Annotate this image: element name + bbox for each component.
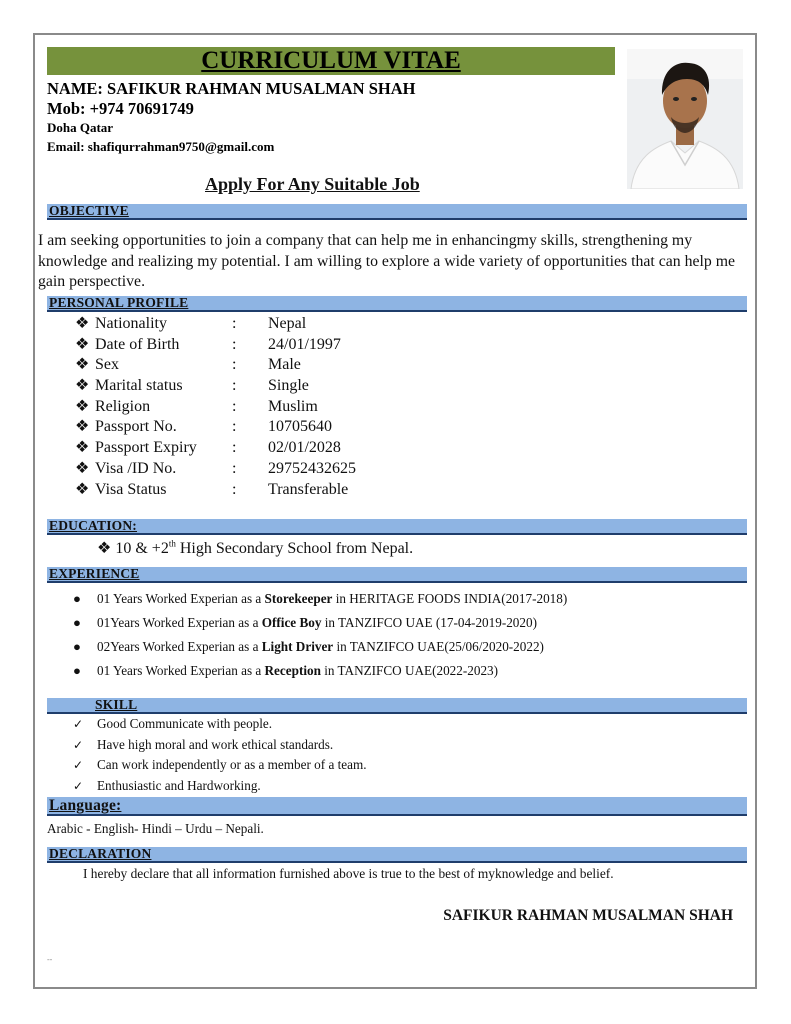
profile-value: 29752432625 (268, 459, 356, 477)
skill-section-header (47, 698, 747, 714)
profile-separator: : (232, 315, 237, 332)
diamond-bullet-icon: ❖ (75, 397, 90, 415)
diamond-bullet-icon: ❖ (75, 459, 90, 477)
profile-photo (627, 49, 743, 189)
objective-text: I am seeking opportunities to join a company that can help me in enhancingmy skills, strengthening my knowledge and realizing my potential. I am willing to explore a wide variety of opportunities that can help me gain perspective. (38, 232, 736, 290)
profile-row (75, 438, 475, 459)
profile-label: Religion (95, 397, 151, 415)
profile-row (75, 397, 475, 418)
education-item (97, 538, 413, 558)
name-line: NAME: SAFIKUR RAHMAN MUSALMAN SHAH (47, 79, 416, 98)
personal-profile-list (75, 314, 475, 500)
profile-row (75, 314, 475, 335)
skill-heading: SKILL (95, 697, 138, 712)
profile-separator: : (232, 480, 237, 498)
personal-profile-section-header (47, 296, 747, 312)
experience-role: Reception (264, 663, 321, 678)
footer-mark: -- (47, 955, 53, 964)
profile-row (75, 459, 475, 480)
profile-label: Marital status (95, 377, 183, 395)
language-heading: Language: (49, 797, 122, 814)
dot-bullet-icon: ● (73, 591, 81, 606)
experience-role: Storekeeper (264, 591, 333, 606)
diamond-bullet-icon: ❖ (75, 418, 90, 436)
profile-separator: : (232, 459, 237, 477)
profile-row (75, 480, 475, 501)
education-superscript: th (168, 538, 176, 549)
education-prefix: 10 & +2 (115, 540, 169, 557)
check-mark-icon: ✓ (73, 717, 84, 731)
profile-label: Visa /ID No. (95, 459, 177, 477)
email-line: Email: shafiqurrahman9750@gmail.com (47, 139, 275, 154)
experience-section-header (47, 567, 747, 583)
profile-separator: : (232, 397, 237, 415)
profile-label: Nationality (95, 315, 167, 332)
skill-text: Enthusiastic and Hardworking. (97, 778, 261, 793)
mobile-line: Mob: +974 70691749 (47, 99, 194, 118)
profile-label: Sex (95, 356, 119, 374)
profile-separator: : (232, 439, 237, 457)
diamond-bullet-icon: ❖ (75, 335, 90, 353)
dot-bullet-icon: ● (73, 663, 81, 678)
skill-text: Good Communicate with people. (97, 716, 273, 731)
experience-text: 02Years Worked Experian as a (97, 639, 262, 654)
dot-bullet-icon: ● (73, 639, 81, 654)
experience-heading: EXPERIENCE (49, 566, 140, 581)
profile-separator: : (232, 377, 237, 395)
profile-label: Passport No. (95, 418, 177, 436)
signature-name: SAFIKUR RAHMAN MUSALMAN SHAH (443, 907, 733, 924)
profile-separator: : (232, 335, 237, 353)
experience-company: in TANZIFCO UAE (17-04-2019-2020) (321, 615, 537, 630)
experience-company: in HERITAGE FOODS INDIA(2017-2018) (332, 591, 568, 606)
profile-row (75, 417, 475, 438)
profile-value: 10705640 (268, 418, 332, 436)
objective-section-header (47, 204, 747, 220)
profile-value: Single (268, 377, 309, 395)
check-mark-icon: ✓ (73, 779, 84, 793)
resume-page (33, 33, 757, 989)
education-section-header (47, 519, 747, 535)
check-mark-icon: ✓ (73, 738, 84, 752)
profile-label: Passport Expiry (95, 439, 197, 457)
person-photo-icon (627, 49, 743, 189)
personal-profile-heading: PERSONAL PROFILE (49, 295, 189, 310)
diamond-bullet-icon: ❖ (75, 315, 90, 332)
profile-row (75, 376, 475, 397)
diamond-bullet-icon: ❖ (75, 377, 90, 395)
profile-value: 24/01/1997 (268, 335, 341, 353)
declaration-text: I hereby declare that all information furnished above is true to the best of myknowledge and belief. (83, 866, 614, 881)
declaration-heading: DECLARATION (49, 846, 152, 861)
profile-label: Date of Birth (95, 335, 180, 353)
profile-separator: : (232, 356, 237, 374)
diamond-bullet-icon: ❖ (75, 356, 90, 374)
location-line: Doha Qatar (47, 120, 114, 135)
check-mark-icon: ✓ (73, 758, 84, 772)
profile-row (75, 355, 475, 376)
education-suffix: High Secondary School from Nepal. (175, 540, 414, 557)
profile-value: Nepal (268, 315, 307, 332)
profile-label: Visa Status (95, 480, 167, 498)
declaration-section-header (47, 847, 747, 863)
experience-text: 01Years Worked Experian as a (97, 615, 262, 630)
skill-text: Can work independently or as a member of a team. (97, 757, 367, 772)
experience-text: 01 Years Worked Experian as a (97, 591, 265, 606)
education-heading: EDUCATION: (49, 518, 138, 533)
profile-value: Transferable (268, 480, 349, 498)
experience-text: 01 Years Worked Experian as a (97, 663, 265, 678)
profile-value: Muslim (268, 397, 318, 415)
profile-value: Male (268, 356, 301, 374)
experience-company: in TANZIFCO UAE(25/06/2020-2022) (333, 639, 544, 654)
profile-value: 02/01/2028 (268, 439, 341, 457)
diamond-bullet-icon: ❖ (75, 439, 90, 457)
experience-role: Office Boy (261, 615, 322, 630)
apply-heading: Apply For Any Suitable Job (205, 174, 420, 194)
language-section-header (47, 797, 747, 816)
page-title: CURRICULUM VITAE (201, 47, 461, 74)
dot-bullet-icon: ● (73, 615, 81, 630)
language-list: Arabic - English- Hindi – Urdu – Nepali. (47, 821, 264, 836)
objective-heading: OBJECTIVE (49, 203, 129, 218)
diamond-bullet-icon: ❖ (75, 480, 90, 498)
experience-role: Light Driver (261, 639, 334, 654)
experience-company: in TANZIFCO UAE(2022-2023) (320, 663, 499, 678)
profile-separator: : (232, 418, 237, 436)
skill-text: Have high moral and work ethical standards. (97, 737, 334, 752)
diamond-bullet-icon: ❖ (97, 540, 112, 557)
profile-row (75, 335, 475, 356)
